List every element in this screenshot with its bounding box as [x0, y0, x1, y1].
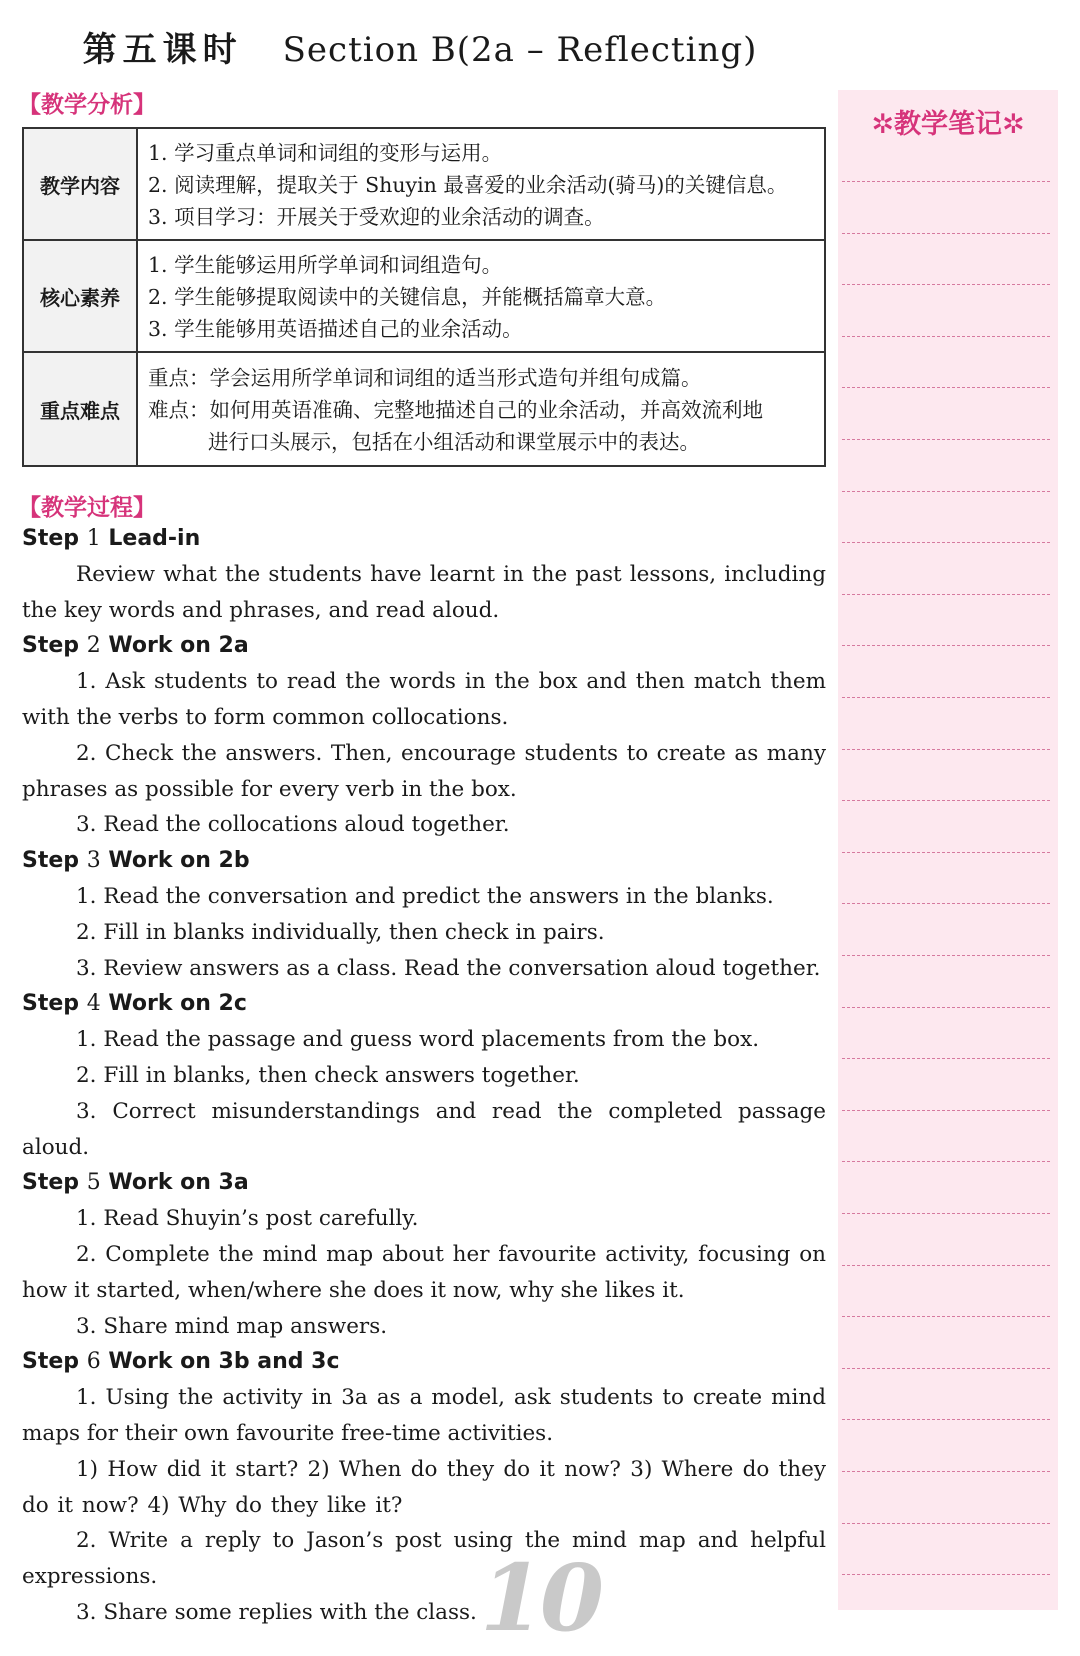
row-body	[137, 240, 825, 352]
step-item: Review what the students have learnt in the past lessons, including the key words and phrases, and read aloud.	[22, 561, 826, 623]
notes-rule-line	[842, 955, 1050, 956]
analysis-row-content	[23, 128, 825, 240]
row-line: 2. 阅读理解，提取关于 Shuyin 最喜爱的业余活动(骑马)的关键信息。	[148, 173, 788, 197]
step-heading	[22, 843, 826, 879]
analysis-table	[22, 127, 826, 467]
notes-rule-line	[842, 233, 1050, 234]
step-item: 3. Correct misunderstandings and read the completed passage aloud.	[22, 1098, 826, 1160]
notes-rule-line	[842, 800, 1050, 801]
step-item: 3. Share some replies with the class.	[76, 1599, 477, 1625]
step-number: 1	[86, 526, 101, 551]
notes-rule-line	[842, 284, 1050, 285]
notes-title: ✲教学笔记✲	[871, 109, 1025, 140]
notes-rule-line	[842, 1523, 1050, 1524]
step-label: Step	[22, 848, 80, 874]
analysis-heading: 【教学分析】	[18, 92, 156, 118]
lesson-number: 第五课时	[82, 30, 243, 70]
notes-rule-line	[842, 852, 1050, 853]
step-heading	[22, 628, 826, 664]
analysis-row-keypoints	[23, 352, 825, 466]
notes-rule-line	[842, 1368, 1050, 1369]
notes-rule-line	[842, 1419, 1050, 1420]
step-item: 2. Complete the mind map about her favourite activity, focusing on how it started, when/where she does it now, why she likes it.	[22, 1241, 826, 1303]
step-heading	[22, 1344, 826, 1380]
notes-rule-line	[842, 1213, 1050, 1214]
process-heading: 【教学过程】	[18, 495, 156, 521]
row-label: 教学内容	[23, 128, 137, 240]
step-heading	[22, 521, 826, 557]
notes-rule-line	[842, 542, 1050, 543]
step-label: Step	[22, 526, 80, 551]
notes-panel	[838, 90, 1058, 1610]
notes-rule-line	[842, 1471, 1050, 1472]
page-number: 10	[480, 1544, 601, 1652]
notes-rule-line	[842, 1574, 1050, 1575]
notes-rule-line	[842, 749, 1050, 750]
step-item-questions: 1) How did it start? 2) When do they do it now? 3) Where do they do it now? 4) Why do they like it?	[22, 1456, 826, 1518]
analysis-row-competence	[23, 240, 825, 352]
step-title: Work on 3a	[108, 1170, 249, 1196]
row-line: 1. 学生能够运用所学单词和词组造句。	[148, 253, 503, 277]
notes-rule-line	[842, 903, 1050, 904]
step-heading	[22, 986, 826, 1022]
step-number: 2	[86, 633, 101, 659]
section-title: Section B(2a – Reflecting)	[282, 30, 758, 70]
step-item: 2. Fill in blanks, then check answers together.	[76, 1062, 580, 1088]
step-number: 4	[86, 991, 101, 1017]
step-label: Step	[22, 1170, 80, 1196]
row-line: 1. 学习重点单词和词组的变形与运用。	[148, 141, 503, 165]
step-item: 1. Using the activity in 3a as a model, ask students to create mind maps for their own favourite free-time activities.	[22, 1385, 826, 1446]
row-line: 3. 项目学习：开展关于受欢迎的业余活动的调查。	[148, 205, 605, 229]
step-item: 2. Check the answers. Then, encourage students to create as many phrases as possible for every verb in the box.	[22, 740, 826, 802]
step-item: 2. Write a reply to Jason’s post using the mind map and helpful expressions.	[22, 1528, 826, 1590]
notes-rule-line	[842, 387, 1050, 388]
step-item: 3. Read the collocations aloud together.	[76, 812, 510, 838]
notes-rule-line	[842, 1110, 1050, 1111]
row-line: 3. 学生能够用英语描述自己的业余活动。	[148, 317, 523, 341]
lesson-title	[0, 22, 840, 71]
step-title: Work on 3b and 3c	[108, 1349, 340, 1375]
row-body	[137, 128, 825, 240]
notes-rule-line	[842, 439, 1050, 440]
notes-rule-line	[842, 1058, 1050, 1059]
notes-rule-line	[842, 1161, 1050, 1162]
notes-rule-line	[842, 645, 1050, 646]
step-item: 1. Read the conversation and predict the answers in the blanks.	[76, 883, 774, 909]
step-item: 2. Fill in blanks individually, then check in pairs.	[76, 919, 605, 945]
notes-rule-line	[842, 1265, 1050, 1266]
step-heading	[22, 1165, 826, 1201]
step-title: Work on 2c	[108, 991, 247, 1017]
notes-rule-line	[842, 1316, 1050, 1317]
step-item: 1. Ask students to read the words in the box and then match them with the verbs to form common collocations.	[22, 669, 826, 730]
process-body	[22, 521, 826, 1631]
notes-rule-line	[842, 491, 1050, 492]
row-label: 重点难点	[23, 352, 137, 466]
step-title: Work on 2a	[108, 633, 249, 659]
step-number: 6	[86, 1349, 101, 1375]
row-line: 进行口头展示，包括在小组活动和课堂展示中的表达。	[208, 430, 700, 454]
step-item: 3. Review answers as a class. Read the conversation aloud together.	[76, 955, 821, 981]
step-title: Lead-in	[108, 526, 201, 551]
step-item: 1. Read the passage and guess word placements from the box.	[76, 1027, 760, 1053]
notes-rule-line	[842, 594, 1050, 595]
row-label: 核心素养	[23, 240, 137, 352]
step-title: Work on 2b	[108, 848, 250, 874]
step-label: Step	[22, 991, 80, 1017]
row-line: 2. 学生能够提取阅读中的关键信息，并能概括篇章大意。	[148, 285, 667, 309]
step-item: 3. Share mind map answers.	[76, 1313, 388, 1339]
notes-rule-line	[842, 336, 1050, 337]
notes-rule-line	[842, 181, 1050, 182]
row-line: 重点：学会运用所学单词和词组的适当形式造句并组句成篇。	[148, 366, 702, 390]
notes-rule-line	[842, 1007, 1050, 1008]
notes-rule-line	[842, 697, 1050, 698]
step-number: 5	[86, 1170, 101, 1196]
step-label: Step	[22, 633, 80, 659]
step-label: Step	[22, 1349, 80, 1375]
row-body	[137, 352, 825, 466]
row-line: 难点：如何用英语准确、完整地描述自己的业余活动，并高效流利地	[148, 398, 763, 422]
step-item: 1. Read Shuyin’s post carefully.	[76, 1206, 419, 1232]
step-number: 3	[86, 848, 101, 874]
